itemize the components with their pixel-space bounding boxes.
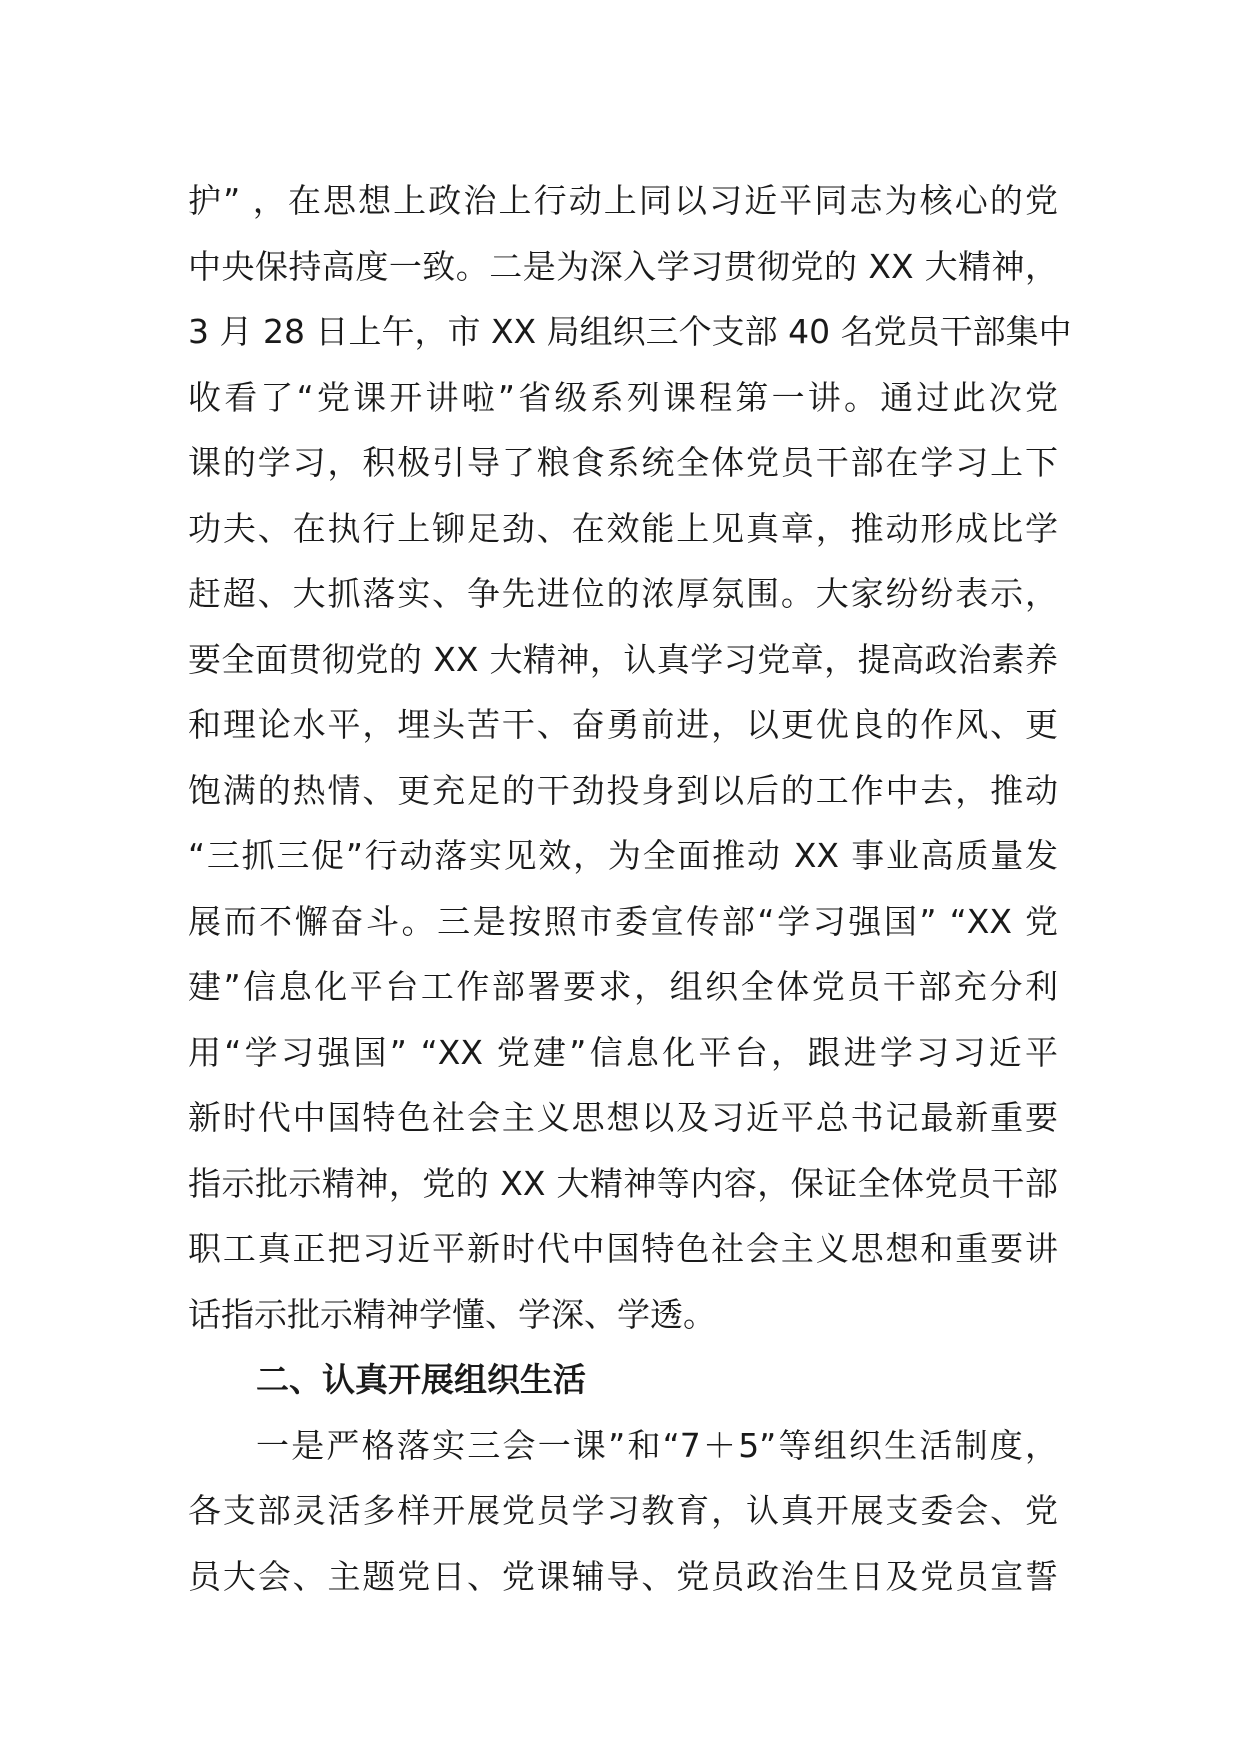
text-line: 建”信息化平台工作部署要求，组织全体党员干部充分利 bbox=[188, 967, 1058, 1006]
text-line: 护” ，在思想上政治上行动上同以习近平同志为核心的党 bbox=[188, 181, 1058, 220]
text-line: 要全面贯彻党的 XX 大精神，认真学习党章，提高政治素养 bbox=[188, 639, 1058, 679]
text-line: 员大会、主题党日、党课辅导、党员政治生日及党员宣誓 bbox=[188, 1556, 1058, 1596]
text-line: “三抓三促”行动落实见效，为全面推动 XX 事业高质量发 bbox=[188, 836, 1058, 875]
text-line: 饱满的热情、更充足的干劲投身到以后的工作中去，推动 bbox=[188, 770, 1058, 810]
section-heading: 二、认真开展组织生活 bbox=[256, 1360, 586, 1399]
text-line: 用“学习强国” “XX 党建”信息化平台，跟进学习习近平 bbox=[188, 1032, 1058, 1072]
text-line: 3 月 28 日上午，市 XX 局组织三个支部 40 名党员干部集中 bbox=[188, 312, 1072, 351]
paragraph-1 bbox=[188, 168, 1072, 1347]
text-line: 指示批示精神，党的 XX 大精神等内容，保证全体党员干部 bbox=[188, 1163, 1058, 1203]
paragraph-2 bbox=[188, 1413, 1058, 1610]
text-line: 展而不懈奋斗。三是按照市委宣传部“学习强国” “XX 党 bbox=[188, 901, 1058, 941]
document-body bbox=[188, 168, 1072, 1609]
text-line: 赶超、大抓落实、争先进位的浓厚氛围。大家纷纷表示， bbox=[188, 574, 1058, 613]
text-line: 收看了“党课开讲啦”省级系列课程第一讲。通过此次党 bbox=[188, 377, 1058, 417]
text-line: 新时代中国特色社会主义思想以及习近平总书记最新重要 bbox=[188, 1098, 1058, 1137]
text-line: 话指示批示精神学懂、学深、学透。 bbox=[188, 1294, 716, 1334]
text-line: 和理论水平，埋头苦干、奋勇前进，以更优良的作风、更 bbox=[188, 705, 1058, 744]
text-line: 各支部灵活多样开展党员学习教育，认真开展支委会、党 bbox=[188, 1491, 1058, 1530]
text-line: 中央保持高度一致。二是为深入学习贯彻党的 XX 大精神， bbox=[188, 246, 1058, 286]
text-line: 职工真正把习近平新时代中国特色社会主义思想和重要讲 bbox=[188, 1229, 1058, 1268]
text-line: 课的学习，积极引导了粮食系统全体党员干部在学习上下 bbox=[188, 443, 1058, 482]
text-line: 一是严格落实三会一课”和“7＋5”等组织生活制度， bbox=[256, 1425, 1058, 1465]
text-line: 功夫、在执行上铆足劲、在效能上见真章，推动形成比学 bbox=[188, 508, 1058, 548]
